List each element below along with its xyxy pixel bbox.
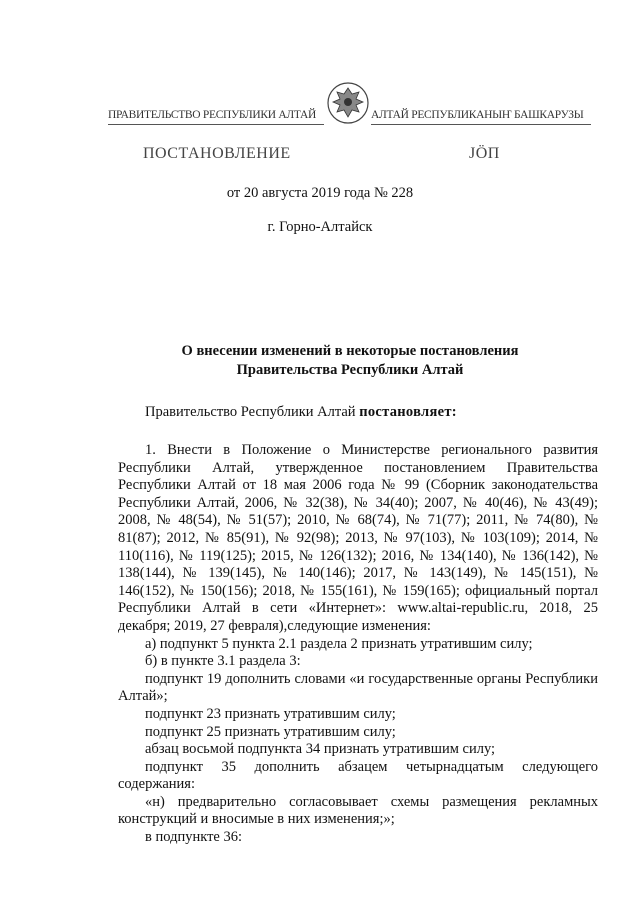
document-title	[150, 342, 550, 380]
doc-type-alt: ЈӦП	[469, 145, 500, 162]
paragraph-10: в подпункте 36:	[145, 829, 242, 846]
intro-line	[145, 404, 457, 421]
header-right-org: АЛТАЙ РЕСПУБЛИКАНЫҤ БАШКАРУЗЫ	[371, 109, 584, 121]
paragraph-1: 1. Внести в Положение о Министерстве регионального развития Республики Алтай, утвержденное постановлением Правительства Республики Алтай от 18 мая 2006 года № 99 (Сборник законодательства Республики Алтай, 2006, № 32(38), № 34(40); 2007, № 40(46), № 43(49); 2008, № 48(54), № 51(57); 2010, № 68(74), № 71(77); 2011, № 74(80), № 81(87); 2012, № 85(91), № 92(98); 2013, № 97(103), № 103(109); 2014, № 110(116), № 119(125); 2015, № 126(132); 2016, № 134(140), № 136(142), № 138(144), № 139(145), № 140(146); 2017, № 143(149), № 145(151), № 146(152), № 150(156); 2018, № 155(161), № 159(165); официальный портал Республики Алтай в сети «Интернет»: www.altai-republic.ru, 2018, 25 декабря; 2019, 27 февраля),следующие изменения:	[118, 442, 598, 634]
paragraph-8: подпункт 35 дополнить абзацем четырнадцатым следующего содержания:	[118, 758, 598, 793]
city-line: г. Горно-Алтайск	[267, 219, 373, 235]
header-divider-right	[371, 124, 591, 125]
paragraph-4: подпункт 19 дополнить словами «и государственные органы Республики Алтай»;	[118, 670, 598, 705]
paragraph-2: а) подпункт 5 пункта 2.1 раздела 2 признать утратившим силу;	[145, 635, 533, 652]
title-line-1: О внесении изменений в некоторые постановления	[181, 343, 519, 359]
date-line: от 20 августа 2019 года № 228	[226, 185, 414, 201]
intro-text: Правительство Республики Алтай	[145, 404, 360, 420]
document-body	[118, 442, 598, 847]
header-divider-left	[108, 124, 324, 125]
intro-bold: постановляет:	[359, 404, 457, 420]
paragraph-5: подпункт 23 признать утратившим силу;	[145, 705, 396, 722]
doc-type-ru: ПОСТАНОВЛЕНИЕ	[143, 145, 291, 162]
paragraph-3: б) в пункте 3.1 раздела 3:	[145, 653, 301, 670]
coat-of-arms-emblem	[325, 80, 371, 126]
paragraph-7: абзац восьмой подпункта 34 признать утратившим силу;	[145, 741, 496, 758]
paragraph-9: «н) предварительно согласовывает схемы размещения рекламных конструкций и вносимые в них изменения;»;	[118, 793, 598, 828]
title-line-2: Правительства Республики Алтай	[236, 362, 464, 378]
header-left-org: ПРАВИТЕЛЬСТВО РЕСПУБЛИКИ АЛТАЙ	[108, 109, 317, 121]
paragraph-6: подпункт 25 признать утратившим силу;	[145, 723, 396, 740]
